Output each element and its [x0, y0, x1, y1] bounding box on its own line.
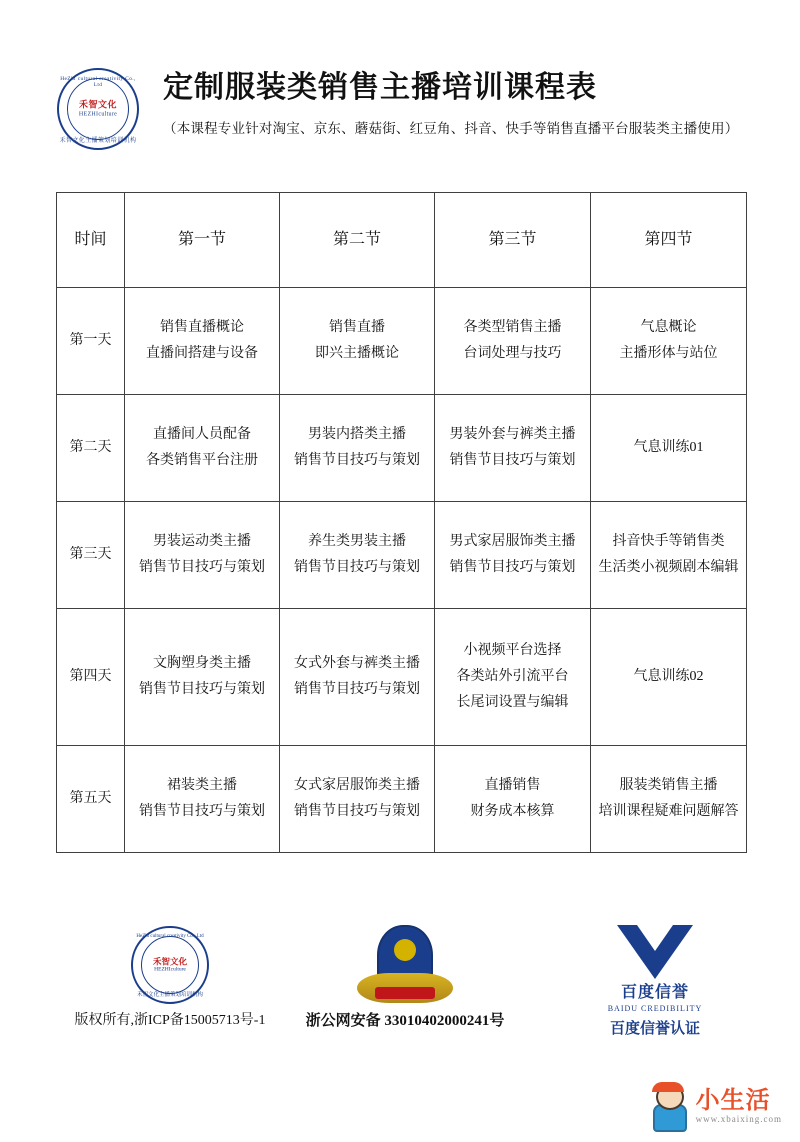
cell-line: 直播间人员配备	[153, 427, 251, 442]
cell-line: 文胸塑身类主播	[153, 656, 251, 671]
table-cell	[125, 502, 280, 609]
cell-line: 服装类销售主播	[619, 778, 718, 793]
v-inner	[637, 925, 673, 951]
table-cell	[125, 609, 280, 746]
watermark-text-block	[695, 1085, 782, 1124]
row-label-day: 第五天	[57, 746, 125, 853]
table-cell	[280, 395, 435, 502]
table-cell	[280, 288, 435, 395]
cell-line: 各类站外引流平台	[456, 669, 569, 684]
cell-line: 财务成本核算	[470, 804, 555, 819]
cell-line: 各类销售平台注册	[146, 453, 258, 468]
cell-line: 销售节目技巧与策划	[139, 560, 265, 575]
table-body	[57, 288, 747, 853]
cell-line: 主播形体与站位	[619, 346, 718, 361]
cell-line: 小视频平台选择	[463, 643, 562, 658]
cell-line: 即兴主播概论	[315, 346, 399, 361]
police-record-text: 浙公网安备 33010402000241号	[305, 1013, 505, 1029]
page-subtitle: （本课程专业针对淘宝、京东、蘑菇街、红豆角、抖音、快手等销售直播平台服装类主播使用）	[163, 121, 739, 136]
mascot-icon	[648, 1082, 690, 1130]
cell-line: 销售节目技巧与策划	[294, 453, 420, 468]
seal-company-name-cn: 禾智文化	[152, 956, 187, 967]
baidu-brand-cn: 百度信誉	[620, 984, 689, 1001]
cell-line: 抖音快手等销售类	[612, 534, 725, 549]
cell-line: 销售节目技巧与策划	[449, 560, 576, 575]
seal-arc-bottom-text: 禾智文化主播策划培训机构	[136, 992, 203, 998]
cell-line: 男式家居服饰类主播	[449, 534, 576, 549]
table-cell	[280, 609, 435, 746]
table-cell	[435, 609, 591, 746]
cell-line: 培训课程疑难问题解答	[598, 804, 739, 819]
cell-line: 销售节目技巧与策划	[294, 804, 420, 819]
table-cell	[125, 395, 280, 502]
seal-company-name-cn: 禾智文化	[78, 99, 117, 110]
cell-line: 女式家居服饰类主播	[294, 778, 420, 793]
footer-baidu-credibility-block	[545, 925, 765, 1039]
seal-arc-top-text: HeZhi cultural creativity Co., Ltd	[60, 76, 136, 88]
baidu-v-shape	[617, 925, 693, 979]
column-header-period-2: 第二节	[280, 193, 435, 288]
table-header	[57, 193, 747, 288]
column-header-period-4: 第四节	[591, 193, 747, 288]
cell-line: 男装运动类主播	[153, 534, 251, 549]
cell-line: 销售节目技巧与策划	[139, 682, 265, 697]
cell-line: 女式外套与裤类主播	[294, 656, 420, 671]
table-cell	[591, 609, 747, 746]
table-row	[57, 746, 747, 853]
document-footer	[0, 925, 800, 1065]
row-label-day: 第三天	[57, 502, 125, 609]
cell-line: 直播间搭建与设备	[146, 346, 258, 361]
emblem-banner	[375, 987, 435, 999]
cell-line: 销售节目技巧与策划	[294, 682, 420, 697]
seal-company-name-en: HEZHIculture	[154, 966, 186, 973]
table-row	[57, 502, 747, 609]
table-cell	[435, 288, 591, 395]
company-seal-icon	[130, 925, 210, 1005]
table-cell	[435, 746, 591, 853]
page-title: 定制服装类销售主播培训课程表	[163, 70, 597, 105]
cell-line: 台词处理与技巧	[463, 346, 562, 361]
column-header-time: 时间	[57, 193, 125, 288]
footer-police-record-block	[290, 925, 520, 1031]
cell-line: 长尾词设置与编辑	[456, 695, 569, 710]
column-header-period-3: 第三节	[435, 193, 591, 288]
cell-line: 气息训练02	[633, 669, 704, 684]
seal-arc-bottom-text: 禾智文化主播策划培训机构	[59, 138, 137, 144]
table-header-row	[57, 193, 747, 288]
watermark-url: www.xbaixing.com	[695, 1114, 782, 1124]
cell-line: 销售直播	[329, 320, 385, 335]
baidu-brand-en: BAIDU CREDIBILITY	[607, 1004, 703, 1013]
table-cell	[591, 288, 747, 395]
cell-line: 男装外套与裤类主播	[449, 427, 576, 442]
column-header-period-1: 第一节	[125, 193, 280, 288]
cell-line: 男装内搭类主播	[308, 427, 406, 442]
table-cell	[591, 746, 747, 853]
cell-line: 销售直播概论	[160, 320, 244, 335]
table-cell	[591, 502, 747, 609]
table-cell	[591, 395, 747, 502]
schedule-table	[56, 192, 747, 853]
seal-core	[67, 100, 129, 119]
row-label-day: 第四天	[57, 609, 125, 746]
table-row	[57, 395, 747, 502]
mascot-hat	[652, 1082, 684, 1092]
table-cell	[125, 746, 280, 853]
company-seal-logo	[55, 66, 141, 152]
footer-copyright-block	[60, 925, 280, 1031]
watermark-brand-cn: 小生活	[695, 1085, 771, 1114]
table-row	[57, 288, 747, 395]
seal-core	[141, 957, 199, 974]
cell-line: 销售节目技巧与策划	[449, 453, 576, 468]
cell-line: 养生类男装主播	[308, 534, 406, 549]
cell-line: 生活类小视频剧本编辑	[598, 560, 739, 575]
cell-line: 气息概论	[640, 320, 697, 335]
table-cell	[435, 502, 591, 609]
row-label-day: 第一天	[57, 288, 125, 395]
schedule-table-wrapper	[56, 192, 746, 853]
document-header	[0, 0, 800, 152]
title-block	[163, 62, 738, 137]
icp-license-text: 版权所有,浙ICP备15005713号-1	[74, 1013, 266, 1028]
cell-line: 直播销售	[484, 778, 541, 793]
cell-line: 裙装类主播	[167, 778, 237, 793]
seal-arc-top-text: HeZhi cultural creativity Co., Ltd	[136, 934, 204, 939]
baidu-certification-text: 百度信誉认证	[609, 1021, 700, 1037]
table-row	[57, 609, 747, 746]
cell-line: 销售节目技巧与策划	[294, 560, 420, 575]
table-cell	[280, 502, 435, 609]
police-emblem-icon	[357, 925, 453, 1003]
seal-company-name-en: HEZHIculture	[78, 111, 118, 118]
baidu-credibility-icon	[580, 925, 730, 1015]
table-cell	[435, 395, 591, 502]
cell-line: 气息训练01	[633, 440, 704, 455]
site-watermark	[648, 1082, 782, 1130]
table-cell	[125, 288, 280, 395]
row-label-day: 第二天	[57, 395, 125, 502]
cell-line: 各类型销售主播	[463, 320, 562, 335]
table-cell	[280, 746, 435, 853]
cell-line: 销售节目技巧与策划	[139, 804, 265, 819]
